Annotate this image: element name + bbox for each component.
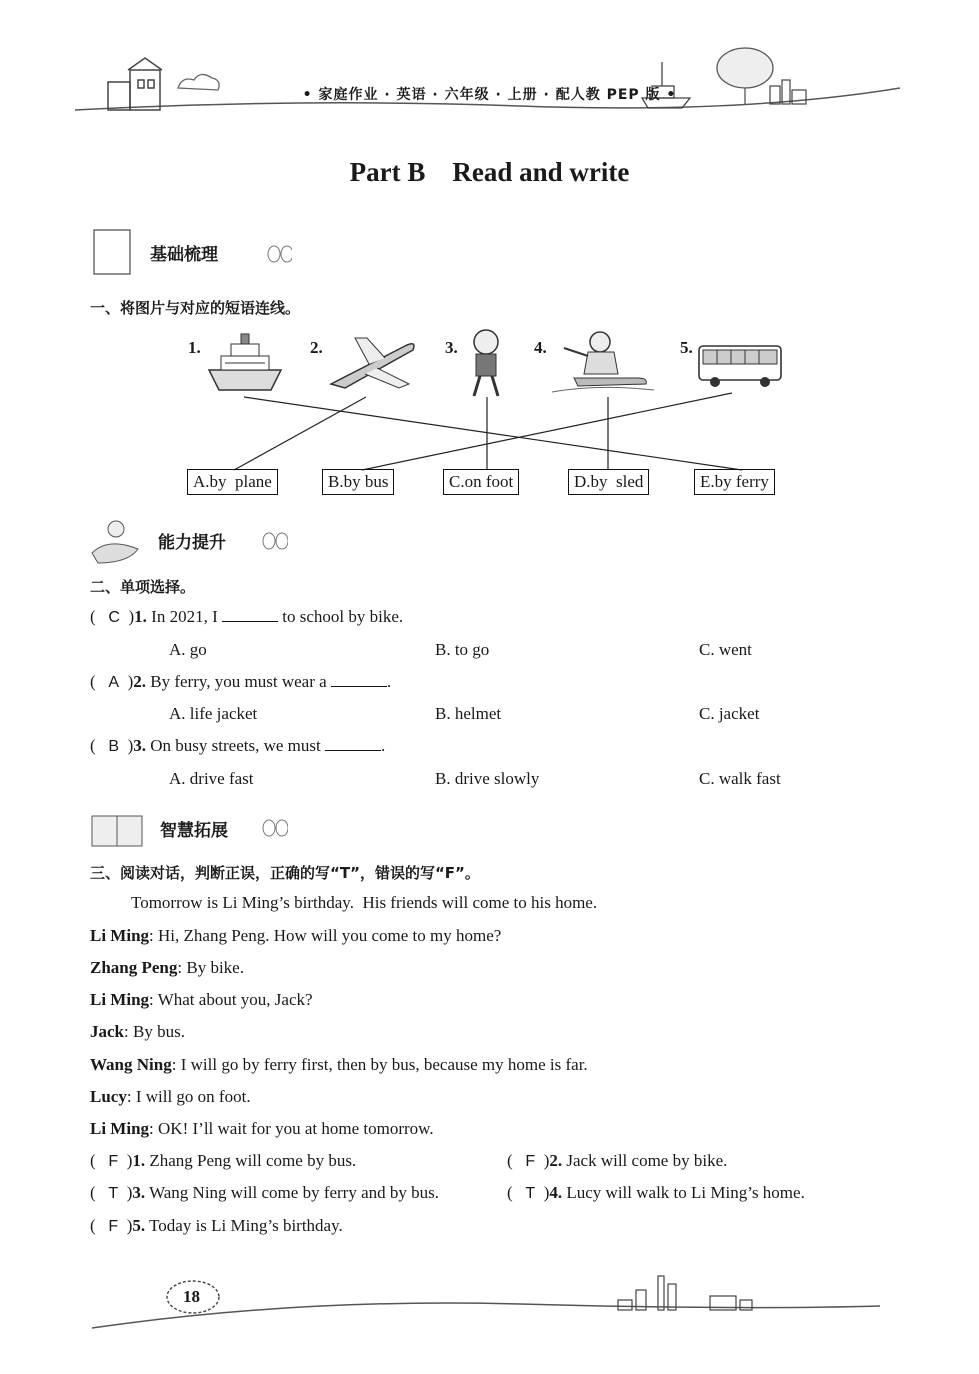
dialogue-line-6: Lucy: I will go on foot. (90, 1087, 251, 1106)
judgment-3: ( T )3. Wang Ning will come by ferry and by bus. (90, 1183, 440, 1202)
badge-basic: 基础梳理 (150, 245, 218, 265)
blank-3 (325, 736, 381, 751)
match-line-1-E (244, 397, 742, 470)
pic-num-5: 5. (680, 338, 693, 357)
blank-2 (331, 672, 387, 687)
mc-option-2c: C. jacket (699, 704, 760, 723)
mc-option-3b: B. drive slowly (435, 769, 540, 788)
mc-question-2: ( A )2. By ferry, you must wear a . (90, 672, 392, 691)
match-line-5-B (362, 393, 732, 470)
mc-question-3: ( B )3. On busy streets, we must . (90, 736, 386, 755)
judgment-2: ( F )2. Jack will come by bike. (507, 1151, 728, 1170)
passage-intro: Tomorrow is Li Ming’s birthday. His friends will come to his home. (131, 893, 598, 912)
phrase-box-b: B.by bus (322, 469, 394, 495)
dialogue-line-4: Jack: By bus. (90, 1022, 185, 1041)
mc-answer-3: B (108, 738, 120, 755)
footer-skyline-icon (618, 1276, 752, 1310)
mc-option-1b: B. to go (435, 640, 490, 659)
mc-option-2a: A. life jacket (169, 704, 258, 723)
pic-num-4: 4. (534, 338, 547, 357)
match-line-2-A (234, 397, 366, 470)
judgment-1: ( F )1. Zhang Peng will come by bus. (90, 1151, 357, 1170)
phrase-box-c: C.on foot (443, 469, 519, 495)
pic-num-2: 2. (310, 338, 323, 357)
matching-lines (0, 0, 979, 520)
mc-option-3a: A. drive fast (169, 769, 254, 788)
phrase-box-d: D.by sled (568, 469, 649, 495)
page-number: 18 (183, 1287, 200, 1306)
footer-decoration (0, 1270, 979, 1340)
pic-num-3: 3. (445, 338, 458, 357)
header-text: • 家庭作业 · 英语 · 六年级 · 上册 · 配人教 PEP 版 • (302, 87, 677, 103)
judgment-4: ( T )4. Lucy will walk to Li Ming’s home. (507, 1183, 805, 1202)
dialogue-line-2: Zhang Peng: By bike. (90, 958, 244, 977)
judgment-5: ( F )5. Today is Li Ming’s birthday. (90, 1216, 343, 1235)
mc-option-1a: A. go (169, 640, 207, 659)
phrase-box-e: E.by ferry (694, 469, 775, 495)
phrase-box-a: A.by plane (187, 469, 278, 495)
dialogue-line-1: Li Ming: Hi, Zhang Peng. How will you come to my home? (90, 926, 502, 945)
mc-answer-1: C (108, 609, 120, 626)
section2-heading: 二、单项选择。 (90, 578, 196, 596)
section3-heading: 三、阅读对话，判断正误，正确的写“T”，错误的写“F”。 (90, 864, 480, 882)
badge-ability: 能力提升 (158, 533, 226, 553)
mc-answer-2: A (108, 674, 120, 691)
pic-num-1: 1. (188, 338, 201, 357)
mc-option-2b: B. helmet (435, 704, 502, 723)
section1-heading: 一、将图片与对应的短语连线。 (90, 299, 301, 317)
mc-question-1: ( C )1. In 2021, I to school by bike. (90, 607, 404, 626)
page-title: Part B Read and write (349, 157, 630, 187)
dialogue-line-3: Li Ming: What about you, Jack? (90, 990, 313, 1009)
dialogue-line-7: Li Ming: OK! I’ll wait for you at home tomorrow. (90, 1119, 434, 1138)
blank-1 (222, 607, 278, 622)
mc-option-1c: C. went (699, 640, 752, 659)
dialogue-line-5: Wang Ning: I will go by ferry first, then by bus, because my home is far. (90, 1055, 588, 1074)
badge-extension: 智慧拓展 (160, 821, 228, 841)
mc-option-3c: C. walk fast (699, 769, 781, 788)
